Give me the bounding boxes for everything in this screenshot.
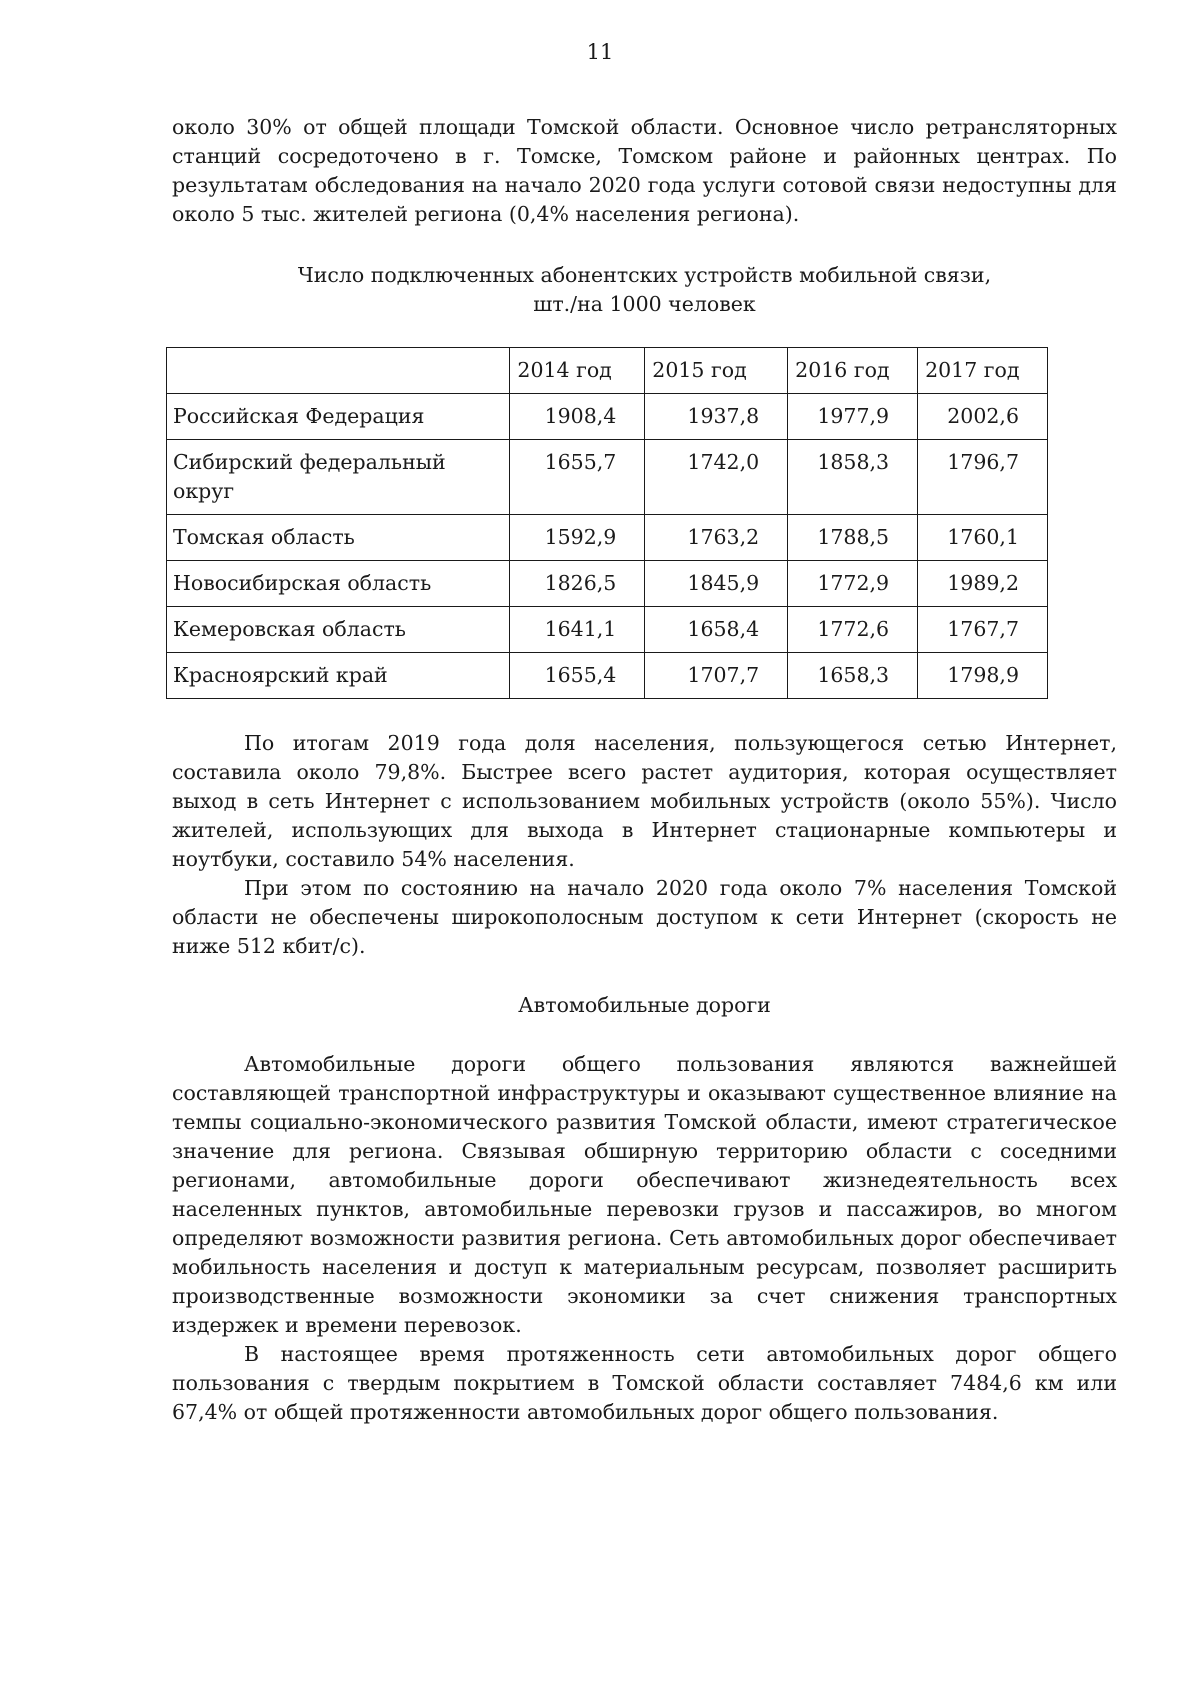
roads-paragraph: В настоящее время протяженность сети автомобильных дорог общего пользования с твердым покрытием в Томской области составляет 7484,6 км или 67,4% от общей протяженности автомобильных дорог общего пользования. — [172, 1342, 1117, 1424]
intro-paragraph: около 30% от общей площади Томской области. Основное число ретрансляторных станций сосредоточено в г. Томске, Томском районе и районных центрах. По результатам обследования на начало 2020 года услуги сотовой связи недоступны для около 5 тыс. жителей региона (0,4% населения региона). — [172, 115, 1117, 226]
table-row — [167, 607, 1048, 653]
value-cell: 1655,7 — [510, 440, 645, 515]
value-cell: 1658,4 — [645, 607, 788, 653]
value-cell: 1772,6 — [788, 607, 918, 653]
page-number: 11 — [586, 40, 614, 64]
table-header-cell: 2017 год — [918, 348, 1048, 394]
value-cell: 2002,6 — [918, 394, 1048, 440]
value-cell: 1592,9 — [510, 515, 645, 561]
table-header-cell: 2015 год — [645, 348, 788, 394]
value-cell: 1908,4 — [510, 394, 645, 440]
value-cell: 1767,7 — [918, 607, 1048, 653]
table-row — [167, 515, 1048, 561]
value-cell: 1798,9 — [918, 653, 1048, 699]
table-row — [167, 394, 1048, 440]
page-content — [172, 113, 1117, 1427]
internet-section — [172, 729, 1117, 961]
table-row — [167, 561, 1048, 607]
value-cell: 1845,9 — [645, 561, 788, 607]
value-cell: 1858,3 — [788, 440, 918, 515]
value-cell: 1641,1 — [510, 607, 645, 653]
value-cell: 1989,2 — [918, 561, 1048, 607]
value-cell: 1658,3 — [788, 653, 918, 699]
table-header-row — [167, 348, 1048, 394]
value-cell: 1655,4 — [510, 653, 645, 699]
region-cell: Красноярский край — [167, 653, 510, 699]
region-cell: Российская Федерация — [167, 394, 510, 440]
value-cell: 1788,5 — [788, 515, 918, 561]
roads-paragraph: Автомобильные дороги общего пользования являются важнейшей составляющей транспортной инфраструктуры и оказывают существенное влияние на темпы социально-экономического развития Томской области, имеют стратегическое значение для региона. Связывая обширную территорию области с соседними регионами, автомобильные дороги обеспечивают жизнедеятельность всех населенных пунктов, автомобильные перевозки грузов и пассажиров, во многом определяют возможности развития региона. Сеть автомобильных дорог обеспечивает мобильность населения и доступ к материальным ресурсам, позволяет расширить производственные возможности экономики за счет снижения транспортных издержек и времени перевозок. — [172, 1052, 1117, 1337]
region-cell: Сибирский федеральный округ — [167, 440, 510, 515]
mobile-devices-table — [166, 347, 1048, 699]
value-cell: 1937,8 — [645, 394, 788, 440]
value-cell: 1763,2 — [645, 515, 788, 561]
table-caption — [172, 261, 1117, 319]
region-cell: Новосибирская область — [167, 561, 510, 607]
region-cell: Кемеровская область — [167, 607, 510, 653]
roads-heading: Автомобильные дороги — [518, 993, 771, 1017]
table-row — [167, 440, 1048, 515]
value-cell: 1772,9 — [788, 561, 918, 607]
value-cell: 1760,1 — [918, 515, 1048, 561]
region-cell: Томская область — [167, 515, 510, 561]
table-header-cell — [167, 348, 510, 394]
internet-paragraph: По итогам 2019 года доля населения, пользующегося сетью Интернет, составила около 79,8%. Быстрее всего растет аудитория, которая осуществляет выход в сеть Интернет с использованием мобильных устройств (около 55%). Число жителей, использующих для выхода в Интернет стационарные компьютеры и ноутбуки, составило 54% населения. — [172, 731, 1117, 871]
value-cell: 1707,7 — [645, 653, 788, 699]
table-row — [167, 653, 1048, 699]
value-cell: 1742,0 — [645, 440, 788, 515]
value-cell: 1977,9 — [788, 394, 918, 440]
table-header-cell: 2014 год — [510, 348, 645, 394]
table-caption-line2: шт./на 1000 человек — [533, 292, 756, 316]
value-cell: 1796,7 — [918, 440, 1048, 515]
value-cell: 1826,5 — [510, 561, 645, 607]
internet-paragraph: При этом по состоянию на начало 2020 года около 7% населения Томской области не обеспечены широкополосным доступом к сети Интернет (скорость не ниже 512 кбит/с). — [172, 876, 1117, 958]
table-caption-line1: Число подключенных абонентских устройств мобильной связи, — [297, 263, 992, 287]
table-header-cell: 2016 год — [788, 348, 918, 394]
